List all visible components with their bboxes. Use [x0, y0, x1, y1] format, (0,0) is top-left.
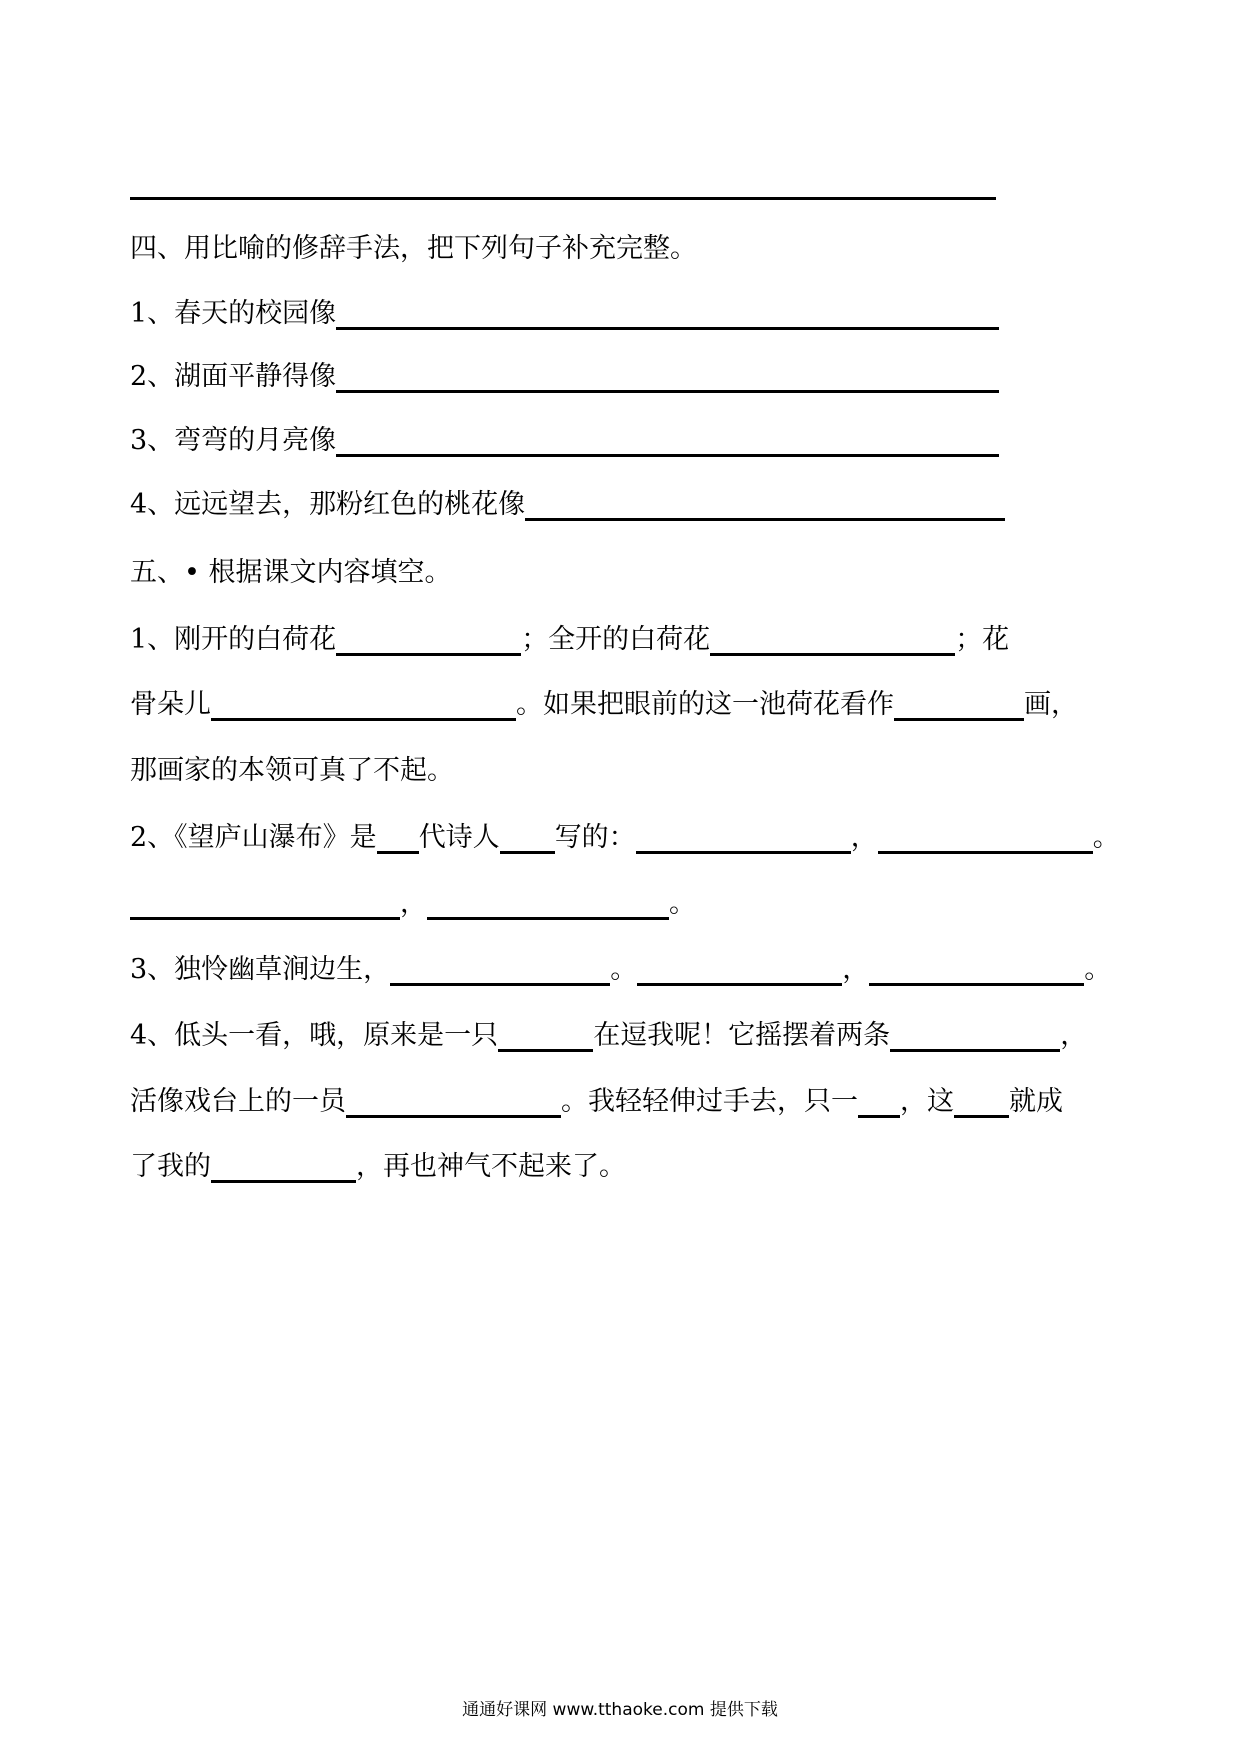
section5-q1-line2: 骨朵儿 。如果把眼前的这一池荷花看作 画， [130, 689, 1078, 720]
answer-line-top [130, 197, 996, 200]
answer-blank[interactable] [130, 887, 400, 920]
answer-blank[interactable] [211, 688, 516, 721]
section4-item-3: 3、弯弯的月亮像 [130, 408, 1120, 474]
section4-item-2: 2、湖面平静得像 [130, 344, 1120, 410]
answer-blank[interactable] [390, 953, 610, 986]
answer-blank[interactable] [637, 953, 842, 986]
section5-q4-line3: 了我的 ，再也神气不起来了。 [130, 1151, 626, 1182]
section5-q2-line1: 2、《望庐山瀑布》是 代诗人 写的： ， 。 [130, 822, 1120, 853]
answer-blank[interactable] [346, 1085, 561, 1118]
section5-q1-line1: 1、刚开的白荷花 ；全开的白荷花 ；花 [130, 624, 1010, 655]
answer-blank[interactable] [858, 1085, 900, 1118]
answer-blank[interactable] [336, 297, 999, 330]
answer-blank[interactable] [710, 623, 955, 656]
answer-blank[interactable] [427, 887, 669, 920]
section5-q3: 3、独怜幽草涧边生， 。 ， 。 [130, 954, 1112, 985]
section5-heading: 五、• 根据课文内容填空。 [130, 557, 452, 588]
section4-heading: 四、用比喻的修辞手法，把下列句子补充完整。 [130, 233, 697, 264]
answer-blank[interactable] [869, 953, 1084, 986]
answer-blank[interactable] [878, 821, 1093, 854]
section4-item-1: 1、春天的校园像 [130, 281, 1120, 347]
answer-blank[interactable] [211, 1150, 356, 1183]
section4-item-4: 4、远远望去，那粉红色的桃花像 [130, 472, 1120, 538]
section5-q2-line2: ， 。 [130, 871, 1120, 937]
footer-credit: 通通好课网 www.tthaoke.com 提供下载 [462, 1700, 778, 1720]
answer-blank[interactable] [336, 424, 999, 457]
answer-blank[interactable] [500, 821, 555, 854]
answer-blank[interactable] [525, 488, 1005, 521]
section5-q4-line1: 4、低头一看，哦，原来是一只 在逗我呢！它摇摆着两条 ， [130, 1020, 1088, 1051]
answer-blank[interactable] [890, 1019, 1060, 1052]
answer-blank[interactable] [954, 1085, 1009, 1118]
section5-q1-line3: 那画家的本领可真了不起。 [130, 755, 454, 786]
answer-blank[interactable] [336, 360, 999, 393]
answer-blank[interactable] [636, 821, 851, 854]
answer-blank[interactable] [498, 1019, 593, 1052]
answer-blank[interactable] [894, 688, 1024, 721]
answer-blank[interactable] [377, 821, 419, 854]
section5-q4-line2: 活像戏台上的一员 。我轻轻伸过手去，只一 ，这 就成 [130, 1086, 1063, 1117]
answer-blank[interactable] [336, 623, 521, 656]
